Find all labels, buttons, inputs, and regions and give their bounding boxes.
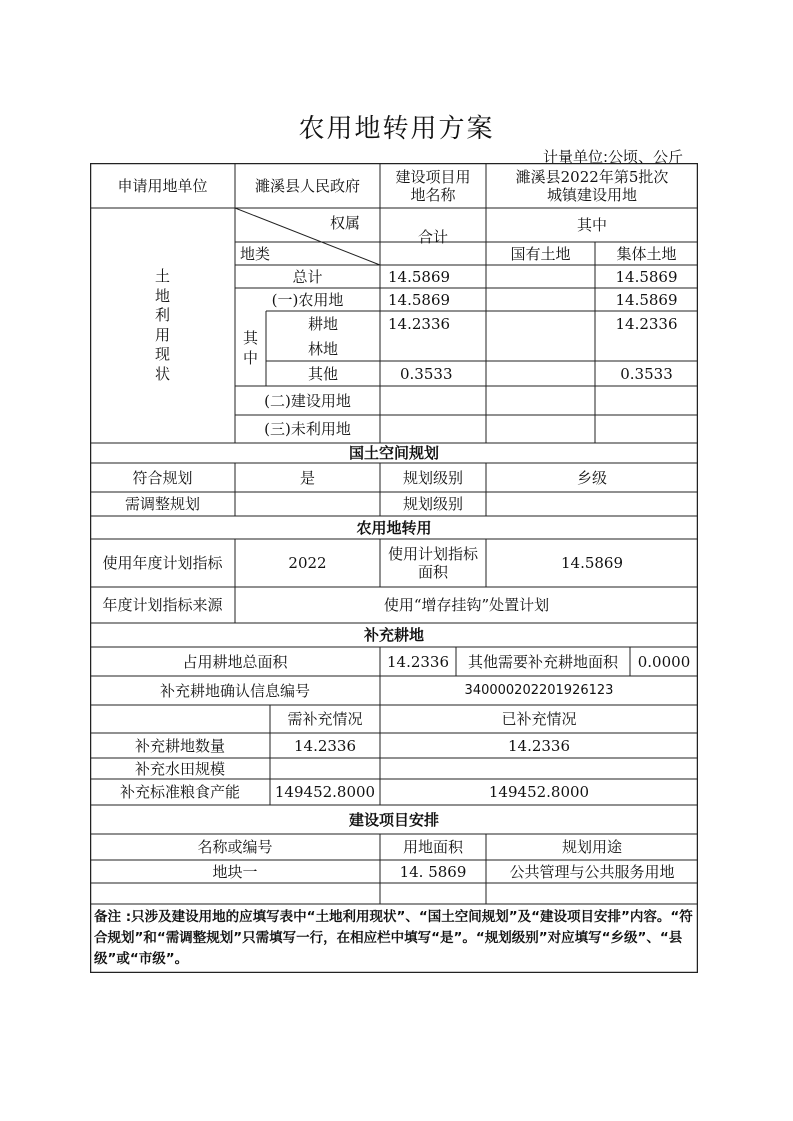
done-label: 已补充情况 [501,710,577,728]
supplement-row-label: 补充标准粮食产能 [119,783,240,801]
source-value: 使用“增存挂钩”处置计划 [383,596,550,614]
collective-label: 集体土地 [616,244,677,263]
land-row-state [486,265,595,288]
land-row-collective: 0.3533 [620,364,673,383]
arrangement-row-name [90,883,380,904]
total-col-label: 合计 [417,227,448,246]
land-row-state [486,386,595,415]
conversion-section-label: 农用地转用 [356,518,432,537]
land-row-label: 耕地 [307,314,338,333]
supplement-row-done: 149452.8000 [488,783,590,801]
state-owned-label: 国有土地 [510,244,571,263]
land-row-label: (二)建设用地 [264,391,351,410]
land-row-total: 0.3533 [400,364,453,383]
sub-of-which-label: 其中 [242,329,258,367]
land-row-total [380,415,486,443]
occupied-label: 占用耕地总面积 [182,652,288,671]
land-row-collective [595,415,698,443]
applicant-label: 申请用地单位 [117,176,208,195]
land-row-label: 其他 [307,364,338,383]
adjust-value [235,492,380,516]
unit-note: 计量单位:公顷、公斤 [542,148,683,166]
supplement-row-need: 149452.8000 [274,783,376,801]
arrangement-section-label: 建设项目安排 [348,810,439,829]
page-title: 农用地转用方案 [298,114,495,144]
arrangement-row-use [486,883,698,904]
arrangement-row-area: 14. 5869 [399,862,467,881]
land-row-total [380,386,486,415]
supplement-row-need: 14.2336 [293,736,357,755]
ownership-label: 权属 [330,214,361,232]
plan-area-label: 使用计划指标面积 [388,545,479,581]
form-table [90,163,698,973]
land-row-collective: 14.5869 [615,290,678,309]
land-row-state [486,336,595,361]
project-name-label: 建设项目用地名称 [395,167,471,204]
conform-value: 是 [299,468,315,487]
land-row-collective: 14.5869 [615,267,678,286]
land-row-total: 14.5869 [388,267,451,286]
land-row-collective: 14.2336 [615,314,678,333]
land-type-label: 地类 [240,245,271,263]
supplement-section-label: 补充耕地 [363,626,424,644]
arrangement-row-area [380,883,486,904]
confirm-no-value: 340000202201926123 [464,682,614,698]
applicant-value: 濉溪县人民政府 [254,176,360,195]
adjust-level-value [486,492,698,516]
source-label: 年度计划指标来源 [102,596,223,614]
land-row-state [486,311,595,336]
confirm-no-label: 补充耕地确认信息编号 [159,681,310,700]
land-row-collective [595,386,698,415]
annual-plan-label: 使用年度计划指标 [102,554,223,572]
land-use-section-label: 土地利用现状 [154,267,170,383]
level-label: 规划级别 [402,468,463,487]
land-row-label: 林地 [307,339,338,358]
supplement-row-need [270,758,380,779]
planning-section-label: 国土空间规划 [348,444,439,462]
adjust-label: 需调整规划 [124,495,200,513]
supplement-row-label: 补充水田规模 [134,759,225,778]
land-row-state [486,361,595,386]
land-row-total: 14.2336 [388,314,451,333]
land-row-label: 总计 [292,267,323,286]
supplement-row-done: 14.2336 [507,736,571,755]
land-row-total [380,336,486,361]
conform-label: 符合规划 [132,468,193,487]
need-label: 需补充情况 [287,710,363,728]
land-row-collective [595,336,698,361]
occupied-value: 14.2336 [386,652,450,671]
col-area: 用地面积 [402,838,463,856]
land-row-state [486,415,595,443]
other-label: 其他需要补充耕地面积 [467,652,618,671]
adjust-level-label: 规划级别 [402,495,463,513]
arrangement-row-name: 地块一 [212,862,258,881]
annual-plan-value: 2022 [288,554,327,572]
supplement-row-label: 补充耕地数量 [134,736,225,755]
supplement-row-done [380,758,698,779]
land-row-state [486,288,595,311]
of-which-label: 其中 [576,216,607,234]
land-row-label: (一)农用地 [271,290,344,309]
project-name-value: 濉溪县2022年第5批次城镇建设用地 [515,167,669,204]
other-value: 0.0000 [637,652,691,671]
col-use: 规划用途 [561,838,622,856]
remark-note: 备注 :只涉及建设用地的应填写表中“土地利用现状”、“国土空间规划”及“建设项目安排”内容。“符合规划”和“需调整规划”只需填写一行，在相应栏中填写“是”。“规划级别”对应填写“乡级”、“县级”或“市级”。 [94,909,693,967]
land-row-total: 14.5869 [388,290,451,309]
col-name: 名称或编号 [197,838,273,856]
arrangement-row-use: 公共管理与公共服务用地 [509,862,675,881]
plan-area-value: 14.5869 [560,554,624,572]
level-value: 乡级 [576,468,607,487]
land-row-label: (三)未利用地 [264,420,351,438]
